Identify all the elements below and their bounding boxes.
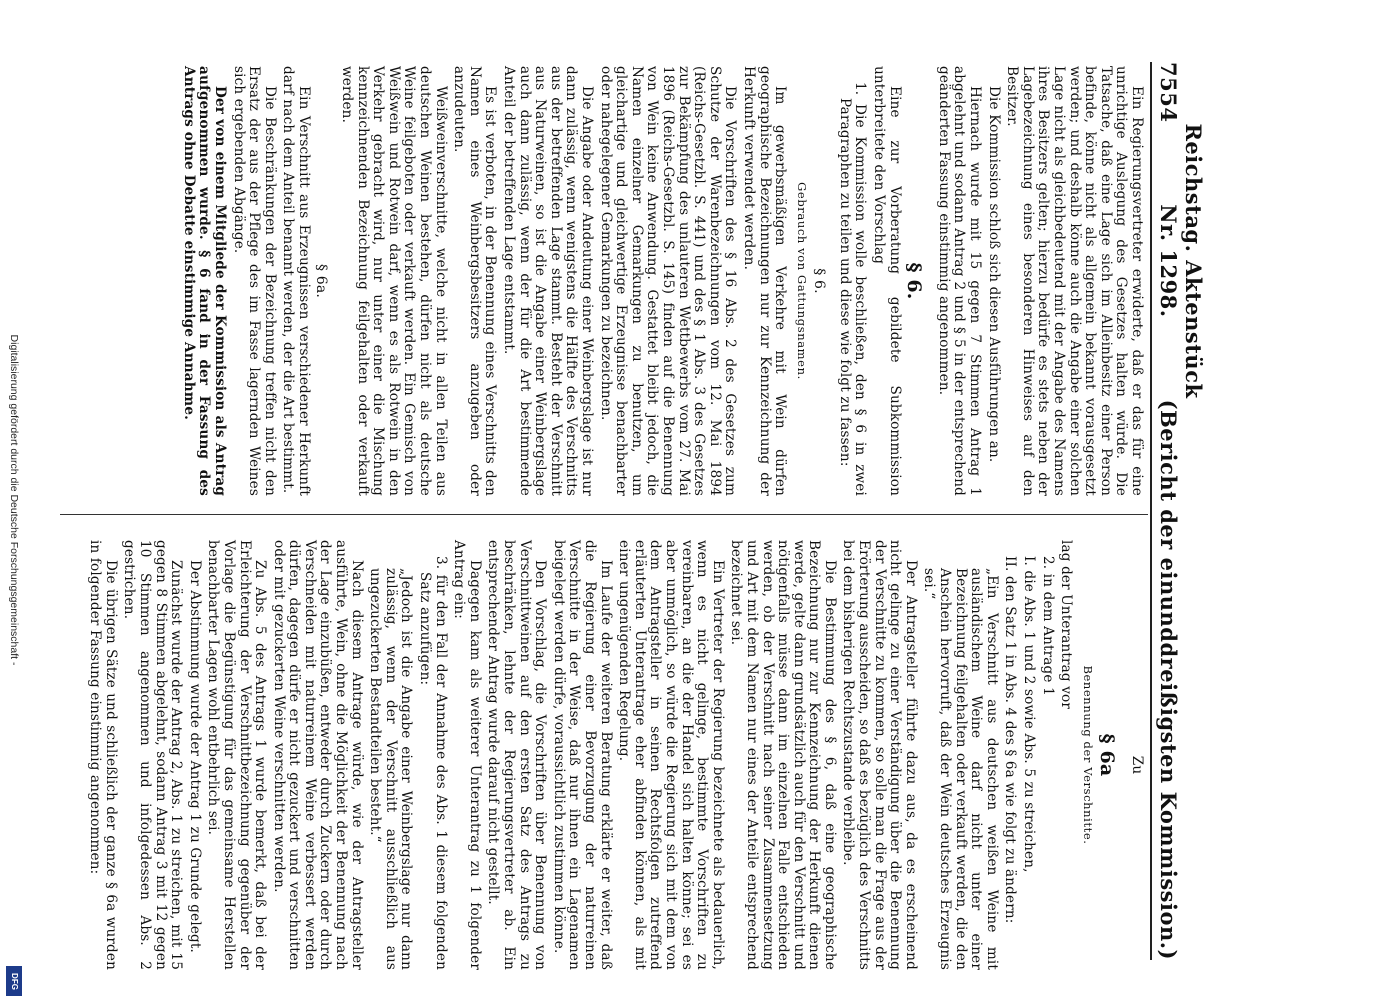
- paragraph: Den Vorschlag, die Vorschriften über Benennung von Verschnittweinen auf den ersten Satz des Antrags zu beschränken, lehnte der Regierungsvertreter ab. Ein entsprechender Antrag wurde darauf nicht gestellt.: [485, 540, 549, 970]
- page-number: 7554: [1156, 62, 1181, 123]
- paragraph: Dagegen kam als weiterer Unterantrag zu 1 folgender Antrag ein:: [451, 540, 483, 970]
- paragraph: lag der Unterantrag vor: [1058, 540, 1075, 710]
- list-item: II. den Satz 1 in Abs. 4 des § 6a wie folgt zu ändern:: [1002, 556, 1019, 924]
- paragraph: Der von einem Mitgliede der Kommission als Antrag aufgenommen wurde. § 6 fand in der Fassung des Antrags ohne Debatte einstimmige Annahme.: [180, 66, 228, 496]
- paragraph: Nach diesem Antrage würde, wie der Antragsteller ausführte, Wein, ohne die Möglichkeit der Benennung nach der Lage einzubüßen, entweder durch Zuckern oder durch Verschneiden mit naturreinem Weine verbessert werden dürfen, dagegen dürfe er nicht gezuckert und verschnitten oder mit gezuckerten Weine verschnitten werden.: [270, 540, 365, 970]
- section-subtitle: Benennung der Verschnitte.: [1080, 665, 1095, 845]
- paragraph: Im Laufe der weiteren Beratung erklärte er weiter, daß die Regierung einer Bevorzugung der naturreinen Verschnitte in der Weise, daß nur ihnen ein Lagenamen beigelegt werden dürfe, voraussichtlich zustimmen könne.: [550, 540, 614, 970]
- paragraph: Hiernach wurde mit 15 gegen 7 Stimmen Antrag 1 abgelehnt und sodann Antrag 2 und § 5 in der entsprechend geänderten Fassung einstimmig angenommen.: [935, 66, 984, 496]
- quoted-paragraph: „Ein Verschnitt aus deutschen weißen Weine mit ausländischem Weine darf nicht unter einer Bezeichnung feilgehalten oder verkauft werden, die den Anschein hervorruft, daß der Wein deutsches Erzeugnis sei.“: [921, 568, 1000, 970]
- header-rule: [1150, 62, 1152, 960]
- section-heading: § 6.: [903, 262, 926, 300]
- paragraph: Zu Abs. 5 des Antrags 1 wurde bemerkt, daß bei der Erleichterung der Verschnittbezeichnung gegenüber der Vorlage die Begünstigung für das gemeinsame Herstellen benachbarter Lagen wohl entbehrlich sei.: [205, 540, 269, 970]
- quoted-paragraph: „Jedoch ist die Angabe einer Weinbergslage nur dann zulässig, wenn der Verschnitt ausschließlich aus ungezuckerten Bestandteilen besteht.“: [367, 568, 415, 970]
- quoted-section-subtitle: Gebrauch von Gattungsnamen.: [794, 182, 809, 380]
- list-item: 2. in dem Antrage 1: [1039, 556, 1056, 696]
- paragraph: Die Bestimmung des § 6, daß eine geographische Bezeichnung nur zur Kennzeichnung der Herkunft dienen werde, gelte dann grundsätzlich auch für den Verschnitt und nötigenfalls müsse dann im einzelnen Falle entschieden werden, ob der Verschnitt nach seiner Zusammensetzung und Art mit dem Namen nur eines der Anteile entsprechend bezeichnet sei.: [728, 540, 838, 970]
- quoted-section-heading: § 6a.: [313, 264, 330, 298]
- digitization-margin: [2, 0, 26, 1000]
- paragraph: Der Antragsteller führte dazu aus, da es erscheinend nicht gelinge zu einer Verständigung über die Benennung der Verschnitte zu kommen, so solle man die Frage aus der Erörterung ausscheiden, so daß es bezüglich des Verschnitts bei dem bisherigen Rechtszustande verbleibe.: [840, 540, 919, 970]
- section-heading: § 6a: [1096, 733, 1119, 777]
- quoted-paragraph: Die Vorschriften des § 16 Abs. 2 des Gesetzes zum Schutze der Warenbezeichnungen vom 12. Mai 1894 (Reichs-Gesetzbl. S. 441) und des § 1 Abs. 3 des Gesetzes zur Bekämpfung des unlauteren Wettbewerbs vom 27. Mai 1896 (Reichs-Gesetzbl. S. 145) finden auf die Benennung von Wein keine Anwendung. Gestattet bleibt jedoch, die Namen einzelner Gemarkungen zu benutzen, um gleichartige und gleichwertige Erzeugnisse benachbarter oder nahegelegener Gemarkungen zu bezeichnen.: [597, 66, 739, 496]
- list-item: 1. Die Kommission wolle beschließen, den § 6 in zwei Paragraphen zu teilen und diese wie folgt zu fassen:: [836, 82, 869, 496]
- paragraph: Zunächst wurde der Antrag 2, Abs. 1 zu streichen, mit 15 gegen 8 Stimmen abgelehnt, sodann Antrag 3 mit 12 gegen 10 Stimmen angenommen und infolgedessen Abs. 2 gestrichen.: [121, 540, 185, 970]
- paragraph: Der Abstimmung wurde der Antrag 1 zu Grunde gelegt.: [186, 560, 203, 953]
- paragraph: Die übrigen Sätze und schließlich der ganze § 6a wurden in folgender Fassung einstimmig angenommen:: [87, 540, 119, 970]
- quoted-paragraph: Die Beschränkungen der Bezeichnung treffen nicht den Ersatz der aus der Pflege des im Fasse lagernden Weines sich ergebenden Abgänge.: [230, 66, 278, 496]
- report-title: (Bericht der einunddreißigsten Kommission.): [1156, 399, 1181, 960]
- page-header: [1156, 62, 1206, 960]
- section-intro: Zu: [1129, 755, 1145, 775]
- document-source: Reichstag. Aktenstück Nr. 1298.: [1156, 123, 1206, 399]
- quoted-paragraph: Die Angabe oder Andeutung einer Weinbergslage ist nur dann zulässig, wenn wenigstens die Hälfte des Verschnitts aus der betreffenden Lage stammt. Besteht der Verschnitt aus Naturweinen, so ist die Angabe einer Weinbergslage auch dann zulässig, wenn der für die Art bestimmende Anteil der betreffenden Lage entstammt.: [501, 66, 595, 496]
- digitization-credit: Digitalisierung gefördert durch die Deutsche Forschungsgemeinschaft -: [8, 334, 20, 666]
- paragraph: Ein Vertreter der Regierung bezeichnete als bedauerlich, wenn es nicht gelinge, bestimmte Vorschriften zu vereinbaren, an die der Handel sich halten könne; sei es aber unmöglich, so würde die Regierung sich mit dem von dem Antragsteller in seinen Rechtsfolgen zutreffend erläuterten Unterantrage eher abfinden können, als mit einer ungenügenden Regelung.: [616, 540, 726, 970]
- quoted-paragraph: Ein Verschnitt aus Erzeugnissen verschiedener Herkunft darf nach dem Anteil benannt werden, der die Art bestimmt.: [280, 66, 312, 496]
- quoted-paragraph: Es ist verboten, in der Benennung eines Verschnitts den Namen eines Weinbergsbesitzers anzugeben oder anzudeuten.: [451, 66, 499, 496]
- column-divider: [60, 514, 1148, 515]
- list-item: I. die Abs. 1 und 2 sowie Abs. 5 zu streichen,: [1021, 556, 1038, 873]
- paragraph: Die Kommission schloß sich diesen Ausführungen an.: [985, 86, 1002, 463]
- paragraph: Eine zur Vorberatung gebildete Subkommission unterbreitete den Vorschlag: [871, 66, 903, 496]
- quoted-paragraph: Im gewerbsmäßigen Verkehre mit Wein dürfen geographische Bezeichnungen nur zur Kennzeichnung der Herkunft verwendet werden.: [740, 66, 789, 496]
- quoted-section-heading: § 6.: [811, 268, 828, 294]
- quoted-paragraph: Weißweinverschnitte, welche nicht in allen Teilen aus deutschen Weinen bestehen, dürfen nicht als deutsche Weine feilgeboten oder verkauft werden. Ein Gemisch von Weißwein und Rotwein darf, wenn es als Rotwein in den Verkehr gebracht wird, nur unter einer die Mischung kennzeichnenden Bezeichnung feilgehalten oder verkauft werden.: [339, 66, 449, 496]
- list-item: 3. für den Fall der Annahme des Abs. 1 diesem folgenden Satz anzufügen:: [417, 556, 449, 970]
- paragraph: Ein Regierungsvertreter erwiderte, daß er das für eine unrichtige Auslegung des Gesetzes halten würde. Die Tatsache, daß eine Lage sich im Alleinbesitz einer Person befinde, könne nicht als allgemein bekannt vorausgesetzt werden; und deshalb könne auch die Angabe einer solchen Lage nicht als gleichbedeutend mit der Angabe des Namens ihres Besitzers gelten; hierzu bedürfe es stets neben der Lagebezeichnung eines besonderen Hinweises auf den Besitzer.: [1004, 66, 1145, 496]
- dfg-logo: DFG: [6, 966, 22, 996]
- right-column: [84, 540, 1144, 970]
- left-column: [177, 66, 1144, 496]
